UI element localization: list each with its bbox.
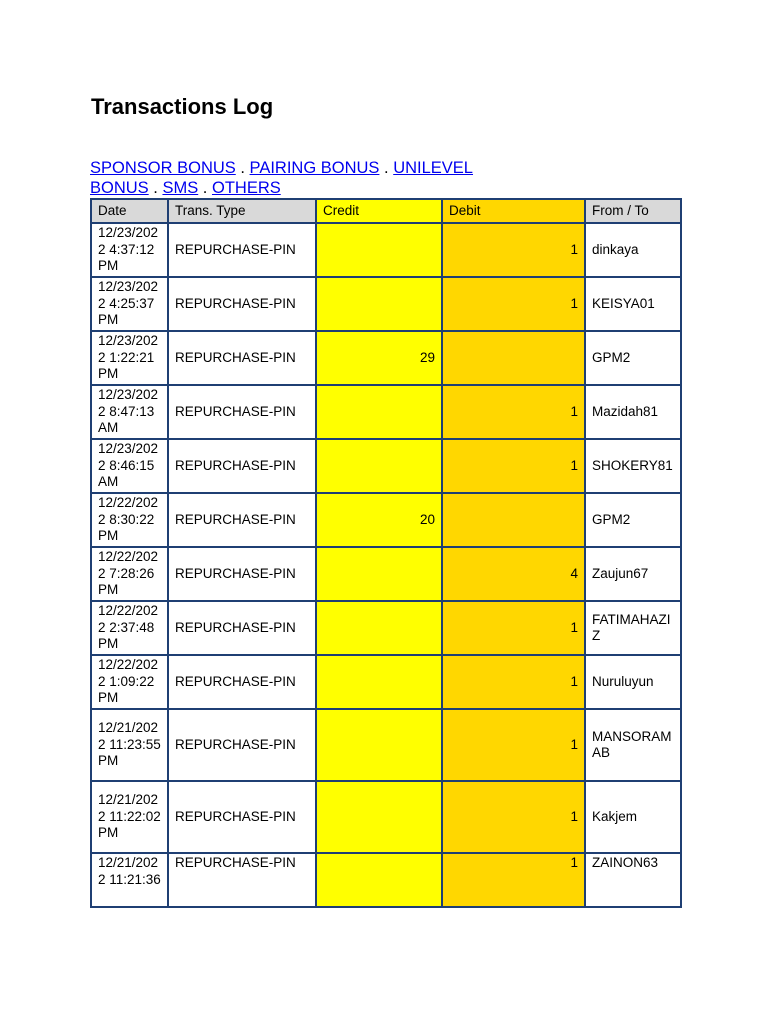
nav-separator: . (198, 179, 212, 197)
cell-credit (316, 709, 442, 781)
cell-trans-type: REPURCHASE-PIN (168, 223, 316, 277)
sponsor-bonus-link[interactable]: SPONSOR BONUS (90, 159, 236, 177)
cell-credit (316, 853, 442, 907)
cell-trans-type: REPURCHASE-PIN (168, 709, 316, 781)
cell-date: 12/21/2022 11:22:02 PM (91, 781, 168, 853)
cell-debit: 1 (442, 655, 585, 709)
cell-credit (316, 385, 442, 439)
table-header-row (91, 199, 681, 223)
table-row (91, 385, 681, 439)
header-credit: Credit (316, 199, 442, 223)
nav-separator: . (235, 159, 250, 177)
cell-from-to: ZAINON63 (585, 853, 681, 907)
cell-credit: 20 (316, 493, 442, 547)
cell-credit (316, 547, 442, 601)
cell-from-to: MANSORAMAB (585, 709, 681, 781)
cell-date: 12/22/2022 1:09:22 PM (91, 655, 168, 709)
table-row (91, 493, 681, 547)
unilevel-bonus-link[interactable]: UNILEVEL BONUS (90, 159, 473, 197)
cell-from-to: Mazidah81 (585, 385, 681, 439)
cell-credit (316, 277, 442, 331)
cell-from-to: GPM2 (585, 331, 681, 385)
pairing-bonus-link[interactable]: PAIRING BONUS (249, 159, 380, 177)
cell-date: 12/23/2022 8:46:15 AM (91, 439, 168, 493)
cell-debit: 1 (442, 781, 585, 853)
cell-from-to: Kakjem (585, 781, 681, 853)
nav-separator: . (148, 179, 163, 197)
cell-credit (316, 655, 442, 709)
cell-trans-type: REPURCHASE-PIN (168, 277, 316, 331)
table-row (91, 781, 681, 853)
cell-debit (442, 493, 585, 547)
cell-credit: 29 (316, 331, 442, 385)
table-row (91, 439, 681, 493)
cell-debit: 1 (442, 277, 585, 331)
others-link[interactable]: OTHERS (211, 179, 281, 197)
header-trans-type: Trans. Type (168, 199, 316, 223)
cell-trans-type: REPURCHASE-PIN (168, 655, 316, 709)
cell-debit: 1 (442, 439, 585, 493)
cell-debit: 1 (442, 709, 585, 781)
cell-trans-type: REPURCHASE-PIN (168, 439, 316, 493)
header-debit: Debit (442, 199, 585, 223)
cell-date: 12/23/2022 1:22:21 PM (91, 331, 168, 385)
cell-trans-type: REPURCHASE-PIN (168, 331, 316, 385)
cell-trans-type: REPURCHASE-PIN (168, 547, 316, 601)
cell-date: 12/21/2022 11:21:36 (91, 853, 168, 907)
table-row (91, 709, 681, 781)
cell-credit (316, 601, 442, 655)
page-title: Transactions Log (91, 94, 274, 119)
cell-from-to: FATIMAHAZIZ (585, 601, 681, 655)
cell-from-to: GPM2 (585, 493, 681, 547)
transactions-table (90, 198, 682, 908)
table-row (91, 655, 681, 709)
sms-link[interactable]: SMS (162, 179, 199, 197)
table-row (91, 601, 681, 655)
table-row (91, 277, 681, 331)
cell-from-to: Nuruluyun (585, 655, 681, 709)
cell-date: 12/22/2022 7:28:26 PM (91, 547, 168, 601)
cell-debit (442, 331, 585, 385)
cell-from-to: Zaujun67 (585, 547, 681, 601)
cell-date: 12/23/2022 8:47:13 AM (91, 385, 168, 439)
cell-debit: 4 (442, 547, 585, 601)
header-from-to: From / To (585, 199, 681, 223)
cell-trans-type: REPURCHASE-PIN (168, 493, 316, 547)
cell-credit (316, 223, 442, 277)
table-row (91, 547, 681, 601)
cell-date: 12/22/2022 2:37:48 PM (91, 601, 168, 655)
cell-from-to: SHOKERY81 (585, 439, 681, 493)
nav-separator: . (379, 159, 394, 177)
cell-debit: 1 (442, 853, 585, 907)
table-row (91, 853, 681, 907)
cell-debit: 1 (442, 601, 585, 655)
table-row (91, 223, 681, 277)
cell-trans-type: REPURCHASE-PIN (168, 781, 316, 853)
cell-credit (316, 439, 442, 493)
cell-date: 12/21/2022 11:23:55 PM (91, 709, 168, 781)
cell-from-to: KEISYA01 (585, 277, 681, 331)
cell-date: 12/23/2022 4:37:12 PM (91, 223, 168, 277)
header-date: Date (91, 199, 168, 223)
cell-trans-type: REPURCHASE-PIN (168, 853, 316, 907)
cell-date: 12/23/2022 4:25:37 PM (91, 277, 168, 331)
cell-trans-type: REPURCHASE-PIN (168, 385, 316, 439)
cell-from-to: dinkaya (585, 223, 681, 277)
cell-debit: 1 (442, 385, 585, 439)
cell-credit (316, 781, 442, 853)
cell-trans-type: REPURCHASE-PIN (168, 601, 316, 655)
cell-debit: 1 (442, 223, 585, 277)
bonus-nav (90, 158, 510, 198)
table-row (91, 331, 681, 385)
cell-date: 12/22/2022 8:30:22 PM (91, 493, 168, 547)
